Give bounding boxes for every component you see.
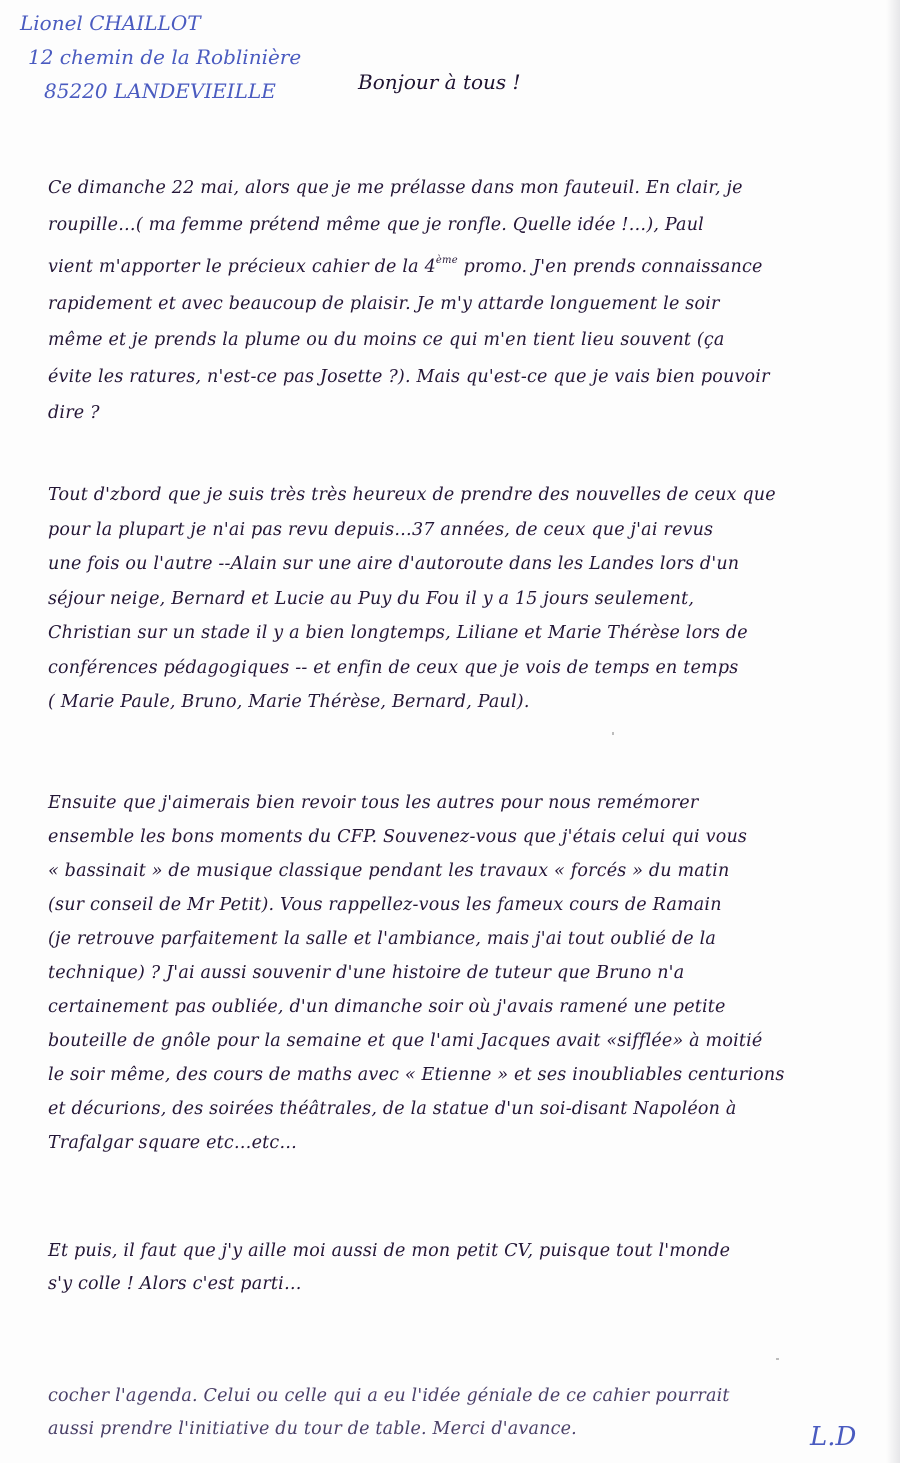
text-line: ensemble les bons moments du CFP. Souvenez-vous que j'étais celui qui vous [48,827,748,847]
text-line: séjour neige, Bernard et Lucie au Puy du Fou il y a 15 jours seulement, [48,588,695,609]
paper-speck [776,1358,779,1360]
sender-street: 12 chemin de la Roblinière [28,45,302,69]
text-line: évite les ratures, n'est-ce pas Josette ?). Mais qu'est-ce que je vais bien pouvoir [48,366,770,387]
paper-speck [612,732,614,735]
text-line: Christian sur un stade il y a bien longtemps, Liliane et Marie Thérèse lors de [48,623,748,643]
text-line: dire ? [48,403,100,423]
text-line: certainement pas oubliée, d'un dimanche soir où j'avais ramené une petite [48,997,726,1017]
greeting: Bonjour à tous ! [358,70,521,94]
text-line: et décurions, des soirées théâtrales, de la statue d'un soi-disant Napoléon à [48,1099,737,1119]
text-line: Ensuite que j'aimerais bien revoir tous les autres pour nous remémorer [48,793,699,813]
paragraph-3 [48,786,848,1160]
text-line [48,243,848,286]
paragraph-4 [48,1235,848,1301]
text-line: (je retrouve parfaitement la salle et l'ambiance, mais j'ai tout oublié de la [48,929,717,949]
sender-address [20,6,380,108]
text-line: ( Marie Paule, Bruno, Marie Thérèse, Bernard, Paul). [48,692,530,712]
text-line: cocher l'agenda. Celui ou celle qui a eu l'idée géniale de ce cahier pourrait [48,1386,730,1406]
text-line: s'y colle ! Alors c'est parti… [48,1274,302,1294]
sender-name: Lionel CHAILLOT [20,11,201,35]
text-fragment: vient m'apporter le précieux cahier de la 4 [48,257,436,277]
text-fragment: promo. J'en prends connaissance [457,257,763,277]
text-line: une fois ou l'autre --Alain sur une aire d'autoroute dans les Landes lors d'un [48,554,740,574]
sender-city: 85220 LANDEVIEILLE [44,79,276,103]
text-line: Trafalgar square etc…etc… [48,1133,298,1153]
paragraph-5 [48,1380,848,1446]
text-line: bouteille de gnôle pour la semaine et que l'ami Jacques avait «sifflée» à moitié [48,1031,763,1051]
text-line: même et je prends la plume ou du moins ce qui m'en tient lieu souvent (ça [48,330,725,350]
superscript: ème [435,255,458,266]
paragraph-2 [48,478,848,720]
text-line: roupille…( ma femme prétend même que je ronfle. Quelle idée !…), Paul [48,214,704,235]
text-line: (sur conseil de Mr Petit). Vous rappellez-vous les fameux cours de Ramain [48,895,722,915]
text-line: Et puis, il faut que j'y aille moi aussi de mon petit CV, puisque tout l'monde [48,1241,731,1261]
paragraph-1 [48,170,848,432]
text-line: « bassinait » de musique classique pendant les travaux « forcés » du matin [48,861,730,881]
text-line: Ce dimanche 22 mai, alors que je me prélasse dans mon fauteuil. En clair, je [48,178,743,198]
text-line: aussi prendre l'initiative du tour de table. Merci d'avance. [48,1419,577,1439]
text-line: technique) ? J'ai aussi souvenir d'une histoire de tuteur que Bruno n'a [48,963,685,983]
text-line: conférences pédagogiques -- et enfin de ceux que je vois de temps en temps [48,657,739,678]
text-line: Tout d'zbord que je suis très très heureux de prendre des nouvelles de ceux que [48,485,776,505]
text-line: le soir même, des cours de maths avec « Etienne » et ses inoubliables centurions [48,1065,785,1085]
page-edge-shadow [886,0,900,1463]
text-line: pour la plupart je n'ai pas revu depuis…37 années, de ceux que j'ai revus [48,519,714,540]
text-line: rapidement et avec beaucoup de plaisir. Je m'y attarde longuement le soir [48,293,720,314]
handwritten-initials: L.D [810,1422,857,1452]
